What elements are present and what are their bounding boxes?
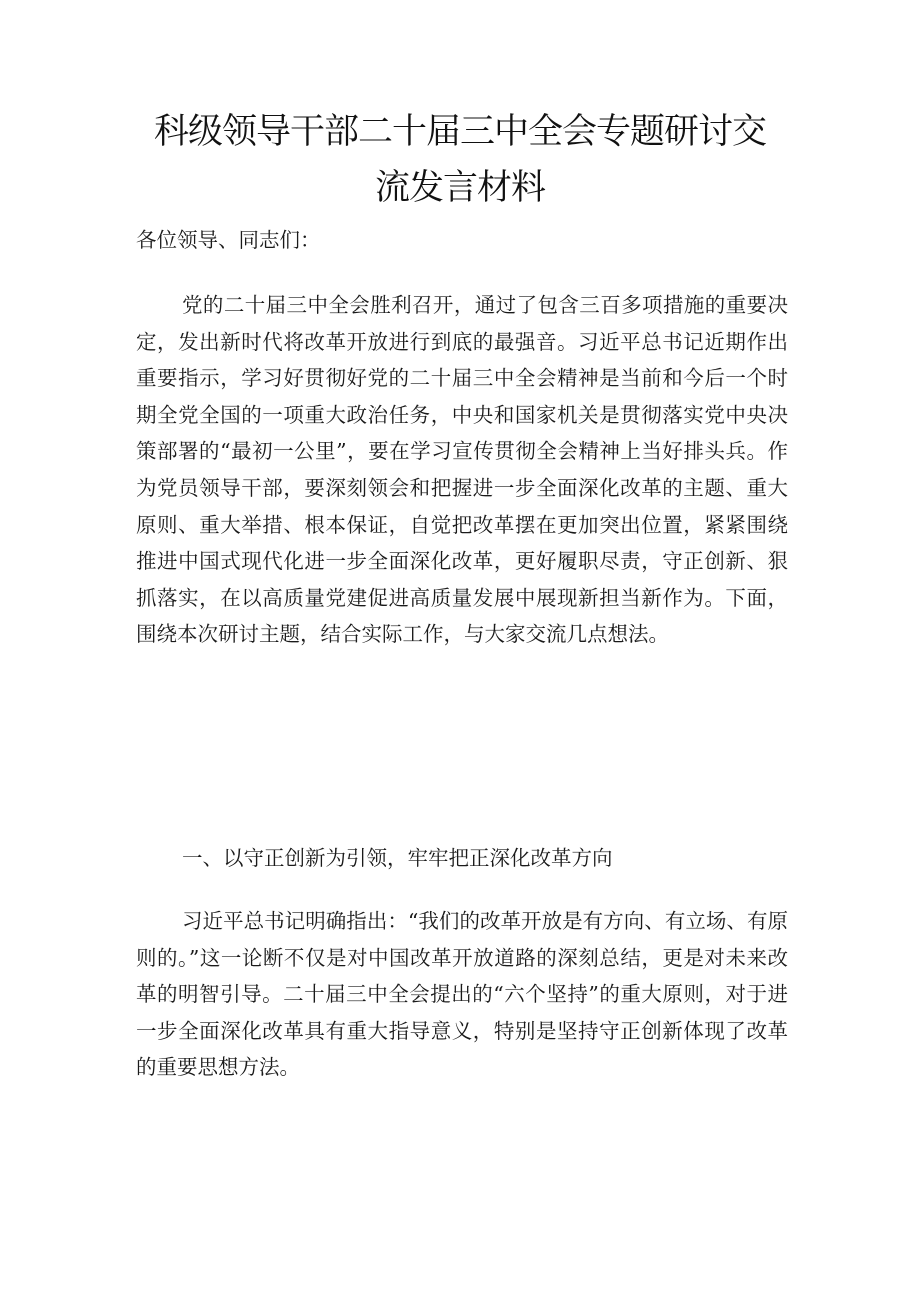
intro-paragraph: 党的二十届三中全会胜利召开，通过了包含三百多项措施的重要决定，发出新时代将改革开放进行到底的最强音。习近平总书记近期作出重要指示，学习好贯彻好党的二十届三中全会精神是当前和今后一个时期全党全国的一项重大政治任务，中央和国家机关是贯彻落实党中央决策部署的“最初一公里”，要在学习宣传贯彻全会精神上当好排头兵。作为党员领导干部，要深刻领会和把握进一步全面深化改革的主题、重大原则、重大举措、根本保证，自觉把改革摆在更加突出位置，紧紧围绕推进中国式现代化进一步全面深化改革，更好履职尽责，守正创新、狠抓落实，在以高质量党建促进高质量发展中展现新担当新作为。下面，围绕本次研讨主题，结合实际工作，与大家交流几点想法。 [136,293,788,647]
greeting: 各位领导、同志们： [136,228,321,252]
section-1-paragraph: 习近平总书记明确指出：“我们的改革开放是有方向、有立场、有原则的。”这一论断不仅是对中国改革开放道路的深刻总结，更是对未来改革的明智引导。二十届三中全会提出的“六个坚持”的重大原则，对于进一步全面深化改革具有重大指导意义，特别是坚持守正创新体现了改革的重要思想方法。 [136,909,788,1080]
document-title [130,104,790,216]
title-line-2: 流发言材料 [374,168,545,208]
title-line-1: 科级领导干部二十届三中全会专题研讨交 [153,112,766,152]
section-heading-1: 一、以守正创新为引领，牢牢把正深化改革方向 [182,846,613,870]
